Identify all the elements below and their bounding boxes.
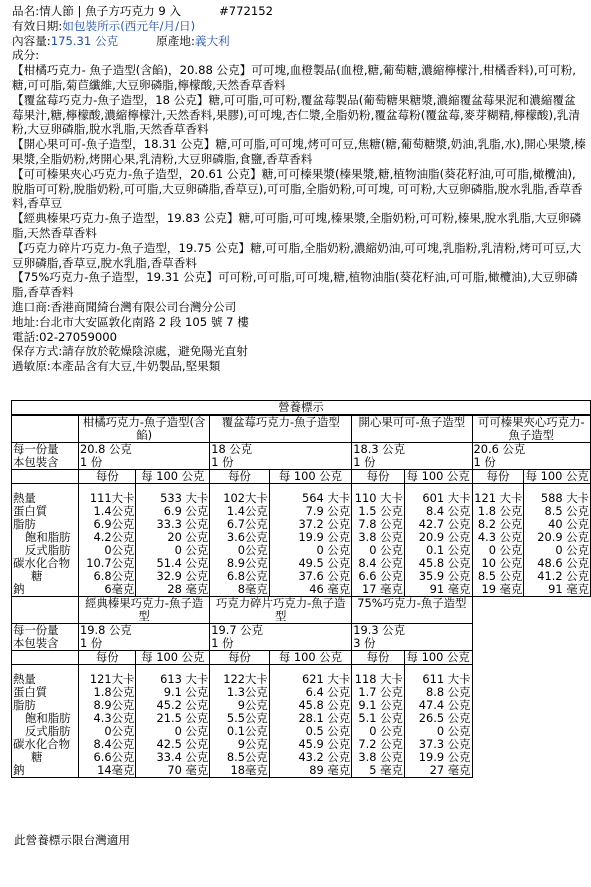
per-serving-value: 4.2公克 — [79, 531, 136, 544]
per-serving-value: 4.3公克 — [79, 712, 136, 725]
nutrition-title: 營養標示 — [12, 401, 591, 416]
expiry-value: 如包裝所示(西元年/月/日) — [62, 18, 196, 33]
origin-prefix: 原產地: — [156, 33, 195, 48]
nutrient-name: 飽和脂肪 — [12, 531, 79, 544]
per-serving-value: 0公克 — [79, 725, 136, 738]
per-serving-value: 8.9公克 — [210, 557, 270, 570]
per-100g-value: 49.5 公克 — [269, 557, 351, 570]
nutrient-name: 反式脂肪 — [12, 544, 79, 557]
per-serving-value: 6.8公克 — [79, 570, 136, 583]
per-100g-value: 19.9 公克 — [269, 531, 351, 544]
expiry-prefix: 有效日期: — [12, 18, 63, 33]
per-serving-header: 每份 — [79, 651, 136, 665]
address: 地址:台北市大安區敦化南路 2 段 105 號 7 樓 — [12, 314, 249, 329]
per-serving-value: 3.6公克 — [210, 531, 270, 544]
per-serving-value: 9公克 — [210, 738, 270, 751]
allergen-info: 過敏原:本產品含有大豆,牛奶製品,堅果類 — [12, 359, 221, 374]
product-name-prefix: 品名: — [12, 4, 40, 18]
product-label — [12, 4, 586, 374]
nutrient-name: 蛋白質 — [12, 505, 79, 518]
per-100g-value: 0 公克 — [404, 725, 472, 738]
per-100g-header: 每 100 公克 — [269, 651, 351, 665]
per-serving-header: 每份 — [210, 470, 270, 484]
origin-value: 義大利 — [194, 33, 230, 48]
importer: 進口商:香港商聞綺台灣有限公司台灣分公司 — [12, 299, 237, 314]
net-weight-value: 175.31 公克 — [50, 33, 119, 48]
per-serving-value: 3.8 公克 — [352, 531, 405, 544]
ingredient-block: 【柑橘巧克力- 魚子造型(含餡)，20.88 公克】可可塊,血橙製品(血橙,糖,葡萄糖,濃縮檸檬汁,柑橘香料),可可粉,糖,可可脂,菊苣纖維,大豆卵磷脂,檸檬酸,天然香草香料 — [12, 63, 576, 92]
per-100g-value: 564 大卡 — [269, 484, 351, 506]
ingredient-block: 【巧克力碎片巧克力-魚子造型，19.75 公克】糖,可可脂,全脂奶粉,濃縮奶油,可可塊,乳脂粉,乳清粉,烤可可豆,大豆卵磷脂,香草豆,脫水乳脂,香草香料 — [12, 240, 582, 270]
per-100g-header: 每 100 公克 — [404, 651, 472, 665]
expiry-line — [12, 19, 586, 34]
per-100g-value: 42.5 公克 — [136, 738, 210, 751]
nutrient-row — [12, 665, 591, 687]
per-100g-value: 20.9 公克 — [524, 531, 591, 544]
product-name: 情人節 | 魚子方巧克力 9 入 — [39, 4, 182, 18]
per-100g-value: 35.9 公克 — [404, 570, 472, 583]
nutrient-name: 熱量 — [12, 484, 79, 506]
per-100g-value: 0.5 公克 — [269, 725, 351, 738]
per-100g-value: 27 毫克 — [404, 764, 472, 778]
per-serving-header: 每份 — [352, 470, 405, 484]
per-serving-value: 17 毫克 — [352, 583, 405, 597]
per-100g-value: 45.8 公克 — [404, 557, 472, 570]
per-serving-value: 0.1公克 — [210, 725, 270, 738]
per-serving-value: 9.1 公克 — [352, 699, 405, 712]
per-100g-value: 6.9 公克 — [136, 505, 210, 518]
per-serving-value: 0公克 — [210, 544, 270, 557]
per-100g-value: 43.2 公克 — [269, 751, 351, 764]
per-serving-value: 1.3公克 — [210, 686, 270, 699]
per-100g-value: 0 公克 — [524, 544, 591, 557]
per-100g-value: 45.2 公克 — [136, 699, 210, 712]
per-100g-value: 26.5 公克 — [404, 712, 472, 725]
per-100g-value: 51.4 公克 — [136, 557, 210, 570]
per-serving-value: 1.5 公克 — [352, 505, 405, 518]
per-100g-value: 20 公克 — [136, 531, 210, 544]
nutrition-table — [11, 400, 591, 778]
per-serving-value: 111大卡 — [79, 484, 136, 506]
nutrition-footnote: 此營養標示限台灣適用 — [14, 833, 130, 847]
per-100g-value: 20.9 公克 — [404, 531, 472, 544]
per-serving-value: 4.3 公克 — [472, 531, 524, 544]
per-serving-value: 19 毫克 — [472, 583, 524, 597]
per-serving-value: 10 公克 — [472, 557, 524, 570]
per-serving-value: 6.7公克 — [210, 518, 270, 531]
serving-label: 每一份量 — [13, 623, 59, 637]
serving-count: 1 份 — [80, 455, 103, 469]
per-serving-value: 6.9公克 — [79, 518, 136, 531]
serving-count: 1 份 — [353, 455, 376, 469]
nutrient-name: 鈉 — [12, 583, 79, 597]
per-100g-value: 48.6 公克 — [524, 557, 591, 570]
per-serving-value: 1.4公克 — [79, 505, 136, 518]
per-100g-header: 每 100 公克 — [136, 470, 210, 484]
per-100g-value: 588 大卡 — [524, 484, 591, 506]
per-100g-value: 0 公克 — [136, 544, 210, 557]
per-100g-value: 47.4 公克 — [404, 699, 472, 712]
per-serving-value: 6.6公克 — [79, 751, 136, 764]
per-100g-value: 601 大卡 — [404, 484, 472, 506]
product-header: 巧克力碎片巧克力-魚子造型 — [210, 597, 352, 624]
nutrient-name: 脂肪 — [12, 699, 79, 712]
per-serving-value: 10.7公克 — [79, 557, 136, 570]
per-100g-value: 7.9 公克 — [269, 505, 351, 518]
per-100g-value: 91 毫克 — [524, 583, 591, 597]
serving-count: 1 份 — [473, 455, 496, 469]
product-header: 開心果可可-魚子造型 — [352, 415, 472, 443]
nutrient-name: 碳水化合物 — [12, 557, 79, 570]
ingredient-block: 【75%巧克力-魚子造型，19.31 公克】可可粉,可可脂,可可塊,糖,植物油脂(葵花籽油,可可脂,橄欖油),大豆卵磷脂,香草香料 — [12, 270, 578, 300]
per-100g-value: 19.9 公克 — [404, 751, 472, 764]
per-100g-value: 621 大卡 — [269, 665, 351, 687]
per-100g-value: 21.5 公克 — [136, 712, 210, 725]
per-100g-value: 0 公克 — [269, 544, 351, 557]
storage-instructions: 保存方式:請存放於乾燥陰涼處，避免陽光直射 — [12, 344, 248, 359]
serving-label: 每一份量 — [13, 442, 59, 456]
per-100g-value: 8.5 公克 — [524, 505, 591, 518]
per-serving-header: 每份 — [79, 470, 136, 484]
nutrient-name: 脂肪 — [12, 518, 79, 531]
per-serving-value: 8.4公克 — [79, 738, 136, 751]
per-100g-value: 40 公克 — [524, 518, 591, 531]
per-100g-value: 533 大卡 — [136, 484, 210, 506]
per-serving-header: 每份 — [352, 651, 405, 665]
per-serving-value: 8.5公克 — [210, 751, 270, 764]
nutrient-row — [12, 583, 591, 597]
per-100g-header: 每 100 公克 — [404, 470, 472, 484]
per-100g-value: 37.2 公克 — [269, 518, 351, 531]
per-100g-value: 70 毫克 — [136, 764, 210, 778]
per-serving-value: 8.5 公克 — [472, 570, 524, 583]
product-header: 75%巧克力-魚子造型 — [352, 597, 472, 624]
nutrient-name: 鈉 — [12, 764, 79, 778]
per-serving-value: 102大卡 — [210, 484, 270, 506]
per-serving-value: 1.8公克 — [79, 686, 136, 699]
per-serving-value: 110 大卡 — [352, 484, 405, 506]
product-header: 經典榛果巧克力-魚子造型 — [79, 597, 210, 624]
serving-size: 20.6 公克 — [473, 442, 526, 456]
per-serving-value: 9公克 — [210, 699, 270, 712]
product-name-line — [12, 4, 586, 19]
ingredient-block: 【開心果可可-魚子造型，18.31 公克】糖,可可脂,可可塊,烤可可豆,焦糖(糖,葡萄糖漿,奶油,乳脂,水),開心果漿,榛果漿,全脂奶粉,烤開心果,乳清粉,大豆卵磷脂,食鹽,香草香料 — [12, 137, 586, 166]
per-100g-header: 每 100 公克 — [525, 469, 589, 483]
net-weight-prefix: 內容量: — [12, 33, 51, 48]
net-weight-line — [12, 34, 586, 49]
per-serving-value: 6毫克 — [79, 583, 136, 597]
per-serving-value: 6.8公克 — [210, 570, 270, 583]
product-header: 可可榛果夾心巧克力-魚子造型 — [472, 415, 590, 443]
per-100g-value: 89 毫克 — [269, 764, 351, 778]
per-100g-value: 0.1 公克 — [404, 544, 472, 557]
nutrient-row — [12, 712, 591, 725]
serving-count: 1 份 — [80, 636, 103, 650]
per-serving-value: 1.8 公克 — [472, 505, 524, 518]
serving-size: 20.8 公克 — [80, 442, 132, 456]
serving-size: 19.8 公克 — [80, 623, 132, 637]
per-100g-value: 8.8 公克 — [404, 686, 472, 699]
per-100g-value: 28.1 公克 — [269, 712, 351, 725]
per-serving-value: 7.2 公克 — [352, 738, 405, 751]
nutrient-name: 碳水化合物 — [12, 738, 79, 751]
phone: 電話:02-27059000 — [12, 329, 118, 344]
serving-size: 18 公克 — [211, 442, 253, 456]
per-pack-label: 本包裝含 — [13, 636, 59, 650]
per-serving-value: 8毫克 — [210, 583, 270, 597]
per-serving-value: 8.2 公克 — [472, 518, 524, 531]
ingredients-title: 成分: — [12, 48, 40, 63]
per-serving-value: 14毫克 — [79, 764, 136, 778]
ingredient-block: 【覆盆莓巧克力-魚子造型，18 公克】糖,可可脂,可可粉,覆盆莓製品(葡萄糖果糖漿,濃縮覆盆莓果泥和濃縮覆盆莓果汁,糖,檸檬酸,濃縮檸檬汁,天然香料,果膠),可可塊,杏仁漿,全脂奶粉,覆盆莓粉(覆盆莓,麥芽糊精,檸檬酸),乳清粉,大豆卵磷脂,脫水乳脂,天然香草香料 — [12, 92, 580, 137]
per-100g-value: 42.7 公克 — [404, 518, 472, 531]
per-100g-value: 45.8 公克 — [269, 699, 351, 712]
per-serving-value: 8.9公克 — [79, 699, 136, 712]
per-100g-header: 每 100 公克 — [136, 651, 210, 665]
per-100g-value: 0 公克 — [136, 725, 210, 738]
product-header: 柑橘巧克力-魚子造型(含餡) — [79, 415, 210, 443]
per-100g-value: 41.2 公克 — [524, 570, 591, 583]
per-serving-value: 1.4公克 — [210, 505, 270, 518]
ingredient-block: 【經典榛果巧克力-魚子造型，19.83 公克】糖,可可脂,可可塊,榛果漿,全脂奶粉,可可粉,榛果,脫水乳脂,大豆卵磷脂,天然香草香料 — [12, 211, 582, 240]
per-100g-header: 每 100 公克 — [269, 470, 351, 484]
serving-size: 18.3 公克 — [353, 442, 405, 456]
per-serving-value: 5.1 公克 — [352, 712, 405, 725]
per-100g-value: 37.6 公克 — [269, 570, 351, 583]
per-serving-value: 5.5公克 — [210, 712, 270, 725]
per-serving-value: 0 公克 — [352, 725, 405, 738]
per-serving-value: 122大卡 — [210, 665, 270, 687]
per-serving-value: 0 公克 — [472, 544, 524, 557]
per-100g-value: 611 大卡 — [404, 665, 472, 687]
product-code: #772152 — [219, 4, 274, 18]
nutrient-name: 糖 — [12, 751, 79, 764]
per-serving-value: 6.6 公克 — [352, 570, 405, 583]
per-100g-value: 91 毫克 — [404, 583, 472, 597]
per-serving-value: 5 毫克 — [352, 764, 405, 778]
per-100g-value: 33.4 公克 — [136, 751, 210, 764]
serving-size: 19.7 公克 — [211, 623, 263, 637]
per-serving-value: 18毫克 — [210, 764, 270, 778]
nutrient-name: 反式脂肪 — [12, 725, 79, 738]
per-serving-value: 0公克 — [79, 544, 136, 557]
per-100g-value: 37.3 公克 — [404, 738, 472, 751]
per-serving-value: 0 公克 — [352, 544, 405, 557]
per-serving-header: 每份 — [472, 470, 524, 484]
serving-size: 19.3 公克 — [353, 623, 405, 637]
per-100g-value: 33.3 公克 — [136, 518, 210, 531]
per-serving-value: 121 大卡 — [472, 484, 524, 506]
ingredient-block: 【可可榛果夾心巧克力-魚子造型，20.61 公克】糖,可可榛果漿(榛果漿,糖,植物油脂(葵花籽油,可可脂,橄欖油),脫脂可可粉,脫脂奶粉,可可脂,大豆卵磷脂,香草豆),可可脂,全脂奶粉,可可塊, 可可粉,大豆卵磷脂,脫水乳脂,香草香料,香草豆 — [12, 166, 583, 211]
per-serving-value: 7.8 公克 — [352, 518, 405, 531]
serving-count: 1 份 — [211, 636, 234, 650]
per-serving-value: 118 大卡 — [352, 665, 405, 687]
per-serving-value: 121大卡 — [79, 665, 136, 687]
nutrient-name: 蛋白質 — [12, 686, 79, 699]
per-100g-value: 45.9 公克 — [269, 738, 351, 751]
product-header: 覆盆莓巧克力-魚子造型 — [210, 415, 352, 443]
nutrient-row — [12, 484, 591, 506]
per-serving-value: 1.7 公克 — [352, 686, 405, 699]
nutrient-name: 熱量 — [12, 665, 79, 687]
nutrient-name: 糖 — [12, 570, 79, 583]
per-100g-value: 9.1 公克 — [136, 686, 210, 699]
per-serving-header: 每份 — [210, 651, 270, 665]
per-100g-value: 6.4 公克 — [269, 686, 351, 699]
nutrient-name: 飽和脂肪 — [12, 712, 79, 725]
per-pack-label: 本包裝含 — [13, 455, 59, 469]
serving-count: 3 份 — [353, 636, 376, 650]
per-100g-value: 28 毫克 — [136, 583, 210, 597]
per-100g-value: 8.4 公克 — [404, 505, 472, 518]
per-100g-value: 46 毫克 — [269, 583, 351, 597]
per-100g-value: 613 大卡 — [136, 665, 210, 687]
per-serving-value: 8.4 公克 — [352, 557, 405, 570]
nutrient-row — [12, 764, 591, 778]
per-serving-value: 3.8 公克 — [352, 751, 405, 764]
serving-count: 1 份 — [211, 455, 234, 469]
per-100g-value: 32.9 公克 — [136, 570, 210, 583]
